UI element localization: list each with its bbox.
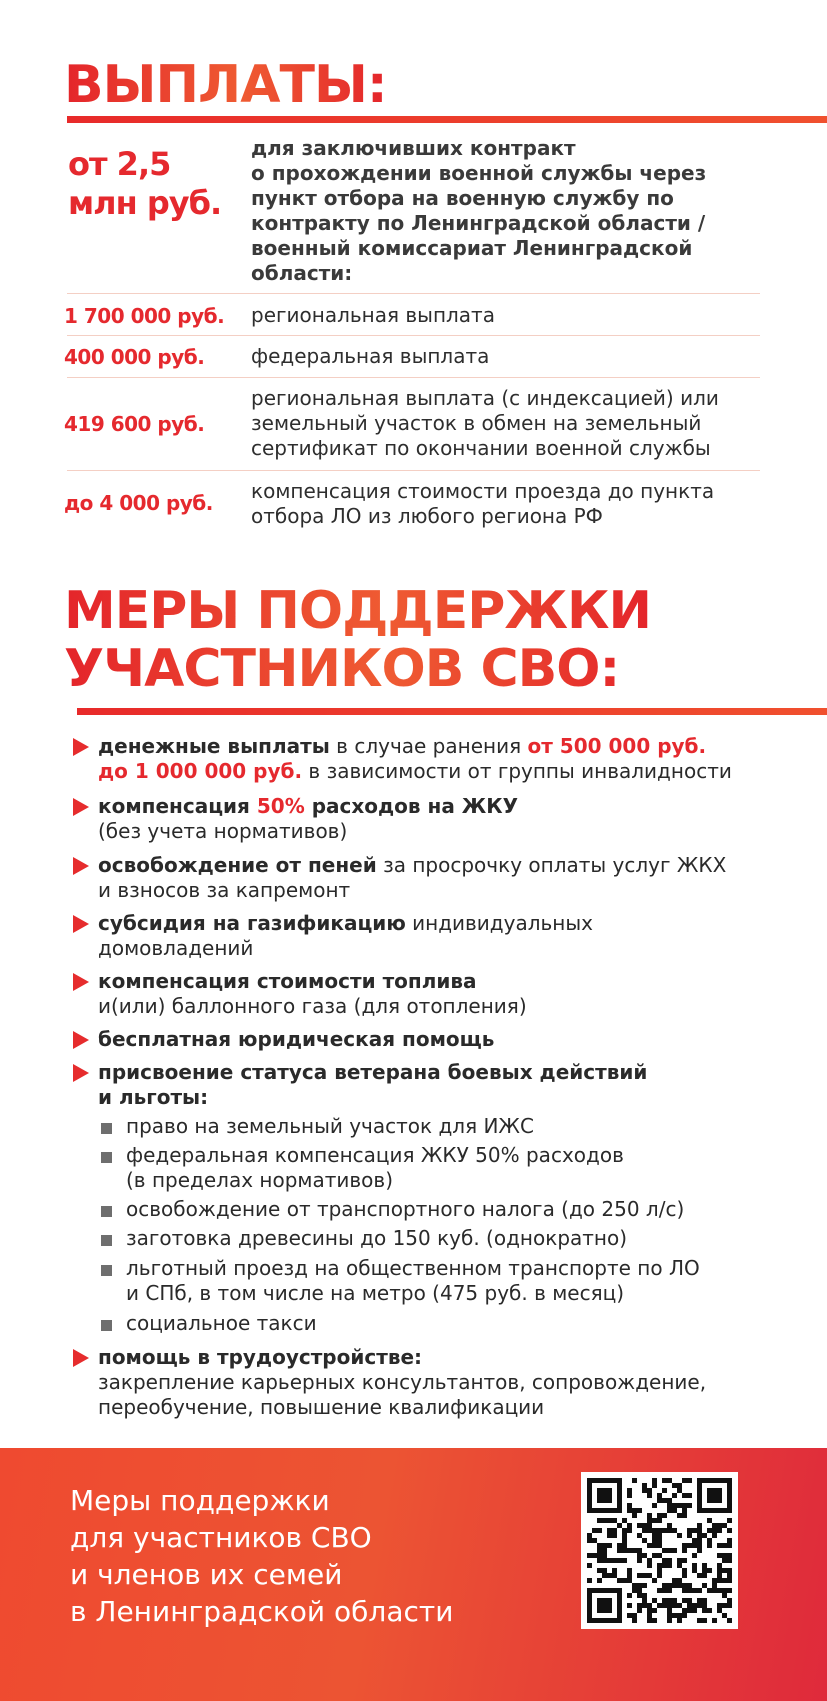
triangle-bullet-icon — [73, 1031, 89, 1049]
row-divider — [67, 377, 760, 378]
triangle-bullet-icon — [73, 1349, 89, 1367]
payments-title: ВЫПЛАТЫ: — [64, 55, 387, 115]
square-bullet-icon — [101, 1152, 112, 1163]
main-payment-amount: от 2,5 млн руб. — [68, 145, 222, 222]
payment-amount: до 4 000 руб. — [64, 491, 213, 515]
payment-amount: 400 000 руб. — [64, 345, 205, 369]
triangle-bullet-icon — [73, 1064, 89, 1082]
square-bullet-icon — [101, 1206, 112, 1217]
square-bullet-icon — [101, 1265, 112, 1276]
triangle-bullet-icon — [73, 857, 89, 875]
main-payment-description: для заключивших контракт о прохождении военной службы через пункт отбора на военную службу по контракту по Ленинградской области / военный комиссариат Ленинградской области: — [251, 136, 707, 285]
qr-code-graphic — [587, 1478, 732, 1623]
support-title-rule — [77, 708, 827, 715]
qr-finder-pattern — [597, 1488, 612, 1503]
payment-description: региональная выплата — [251, 303, 495, 327]
payment-amount: 419 600 руб. — [64, 412, 205, 436]
row-divider — [67, 293, 760, 294]
triangle-bullet-icon — [73, 798, 89, 816]
footer-text: Меры поддержки для участников СВО и членов их семей в Ленинградской области — [70, 1484, 454, 1628]
row-divider — [67, 470, 760, 471]
payment-description: федеральная выплата — [251, 344, 490, 368]
qr-code-icon[interactable] — [581, 1472, 738, 1629]
square-bullet-icon — [101, 1320, 112, 1331]
triangle-bullet-icon — [73, 915, 89, 933]
row-divider — [67, 335, 760, 336]
payment-description: компенсация стоимости проезда до пункта отбора ЛО из любого региона РФ — [251, 479, 715, 528]
payments-title-rule — [67, 116, 827, 123]
square-bullet-icon — [101, 1123, 112, 1134]
triangle-bullet-icon — [73, 738, 89, 756]
payment-amount: 1 700 000 руб. — [64, 304, 225, 328]
square-bullet-icon — [101, 1235, 112, 1246]
support-title: МЕРЫ ПОДДЕРЖКИ УЧАСТНИКОВ СВО: — [64, 581, 652, 699]
qr-finder-pattern — [707, 1488, 722, 1503]
payment-description: региональная выплата (с индексацией) или земельный участок в обмен на земельный сертификат по окончании военной службы — [251, 386, 719, 460]
qr-finder-pattern — [597, 1598, 612, 1613]
triangle-bullet-icon — [73, 973, 89, 991]
